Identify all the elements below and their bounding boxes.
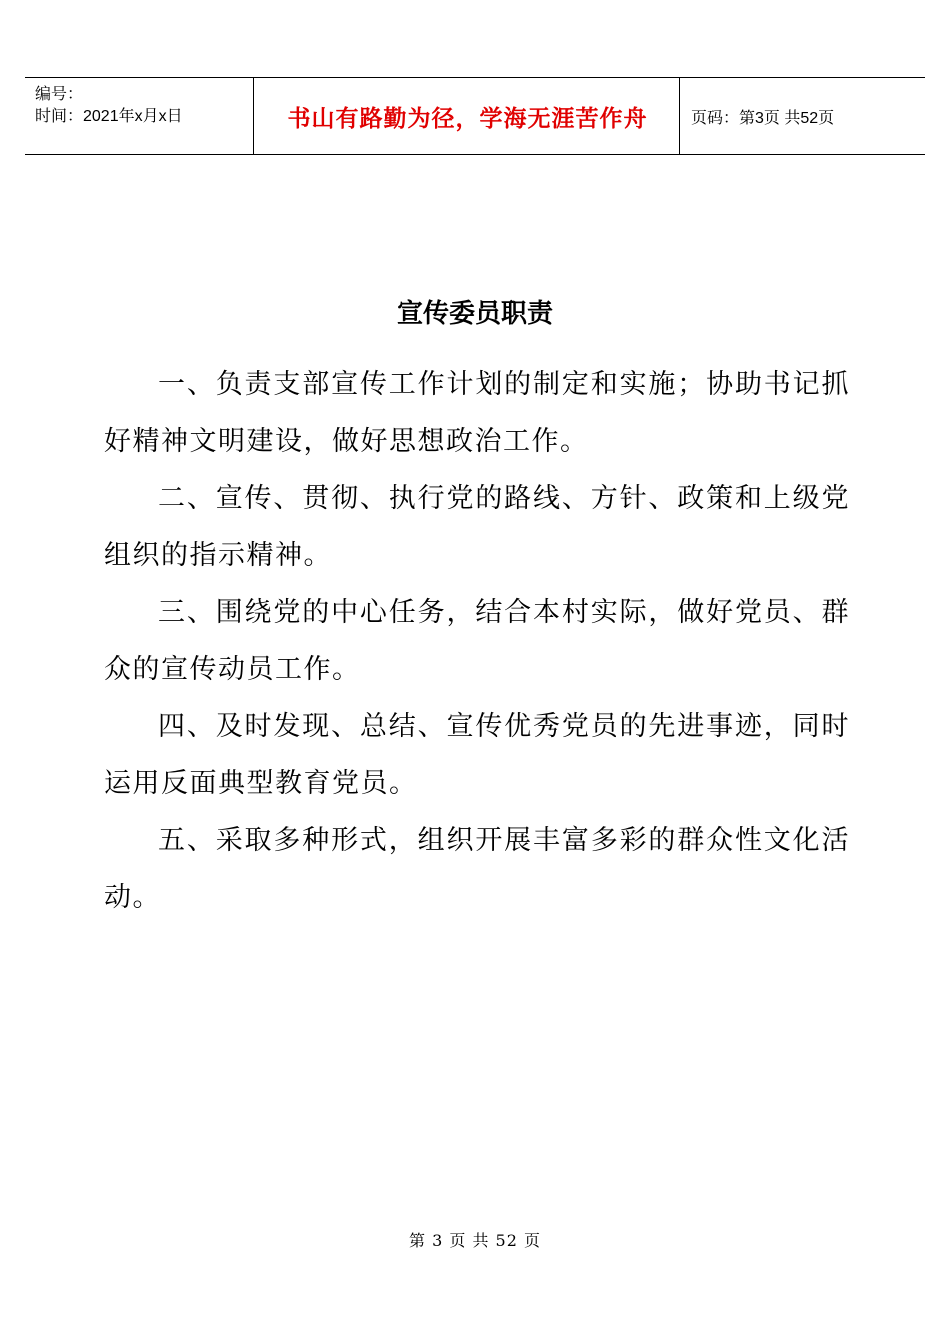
- document-title: 宣传委员职责: [396, 299, 553, 329]
- duty-paragraph-3: 三、围绕党的中心任务，结合本村实际，做好党员、群众的宣传动员工作。: [104, 597, 850, 685]
- page-footer: 第 3 页 共 52 页: [409, 1231, 541, 1250]
- page-header: [25, 77, 925, 155]
- duty-paragraph-4: 四、及时发现、总结、宣传优秀党员的先进事迹，同时运用反面典型教育党员。: [104, 711, 850, 799]
- header-divider-right: [679, 78, 680, 154]
- duty-paragraph-1: 一、负责支部宣传工作计划的制定和实施；协助书记抓好精神文明建设，做好思想政治工作。: [104, 369, 850, 457]
- duty-paragraph-2: 二、宣传、贯彻、执行党的路线、方针、政策和上级党组织的指示精神。: [104, 483, 850, 571]
- document-number-label: 编号：: [35, 86, 84, 103]
- document-body: [104, 356, 850, 926]
- header-page-info: 页码：第3页 共52页: [691, 109, 835, 127]
- header-motto: 书山有路勤为径，学海无涯苦作舟: [287, 105, 648, 132]
- header-meta: [35, 84, 183, 128]
- duty-paragraph-5: 五、采取多种形式，组织开展丰富多彩的群众性文化活动。: [104, 825, 850, 913]
- header-divider-left: [253, 78, 254, 154]
- document-date: 时间：2021年x月x日: [35, 108, 183, 125]
